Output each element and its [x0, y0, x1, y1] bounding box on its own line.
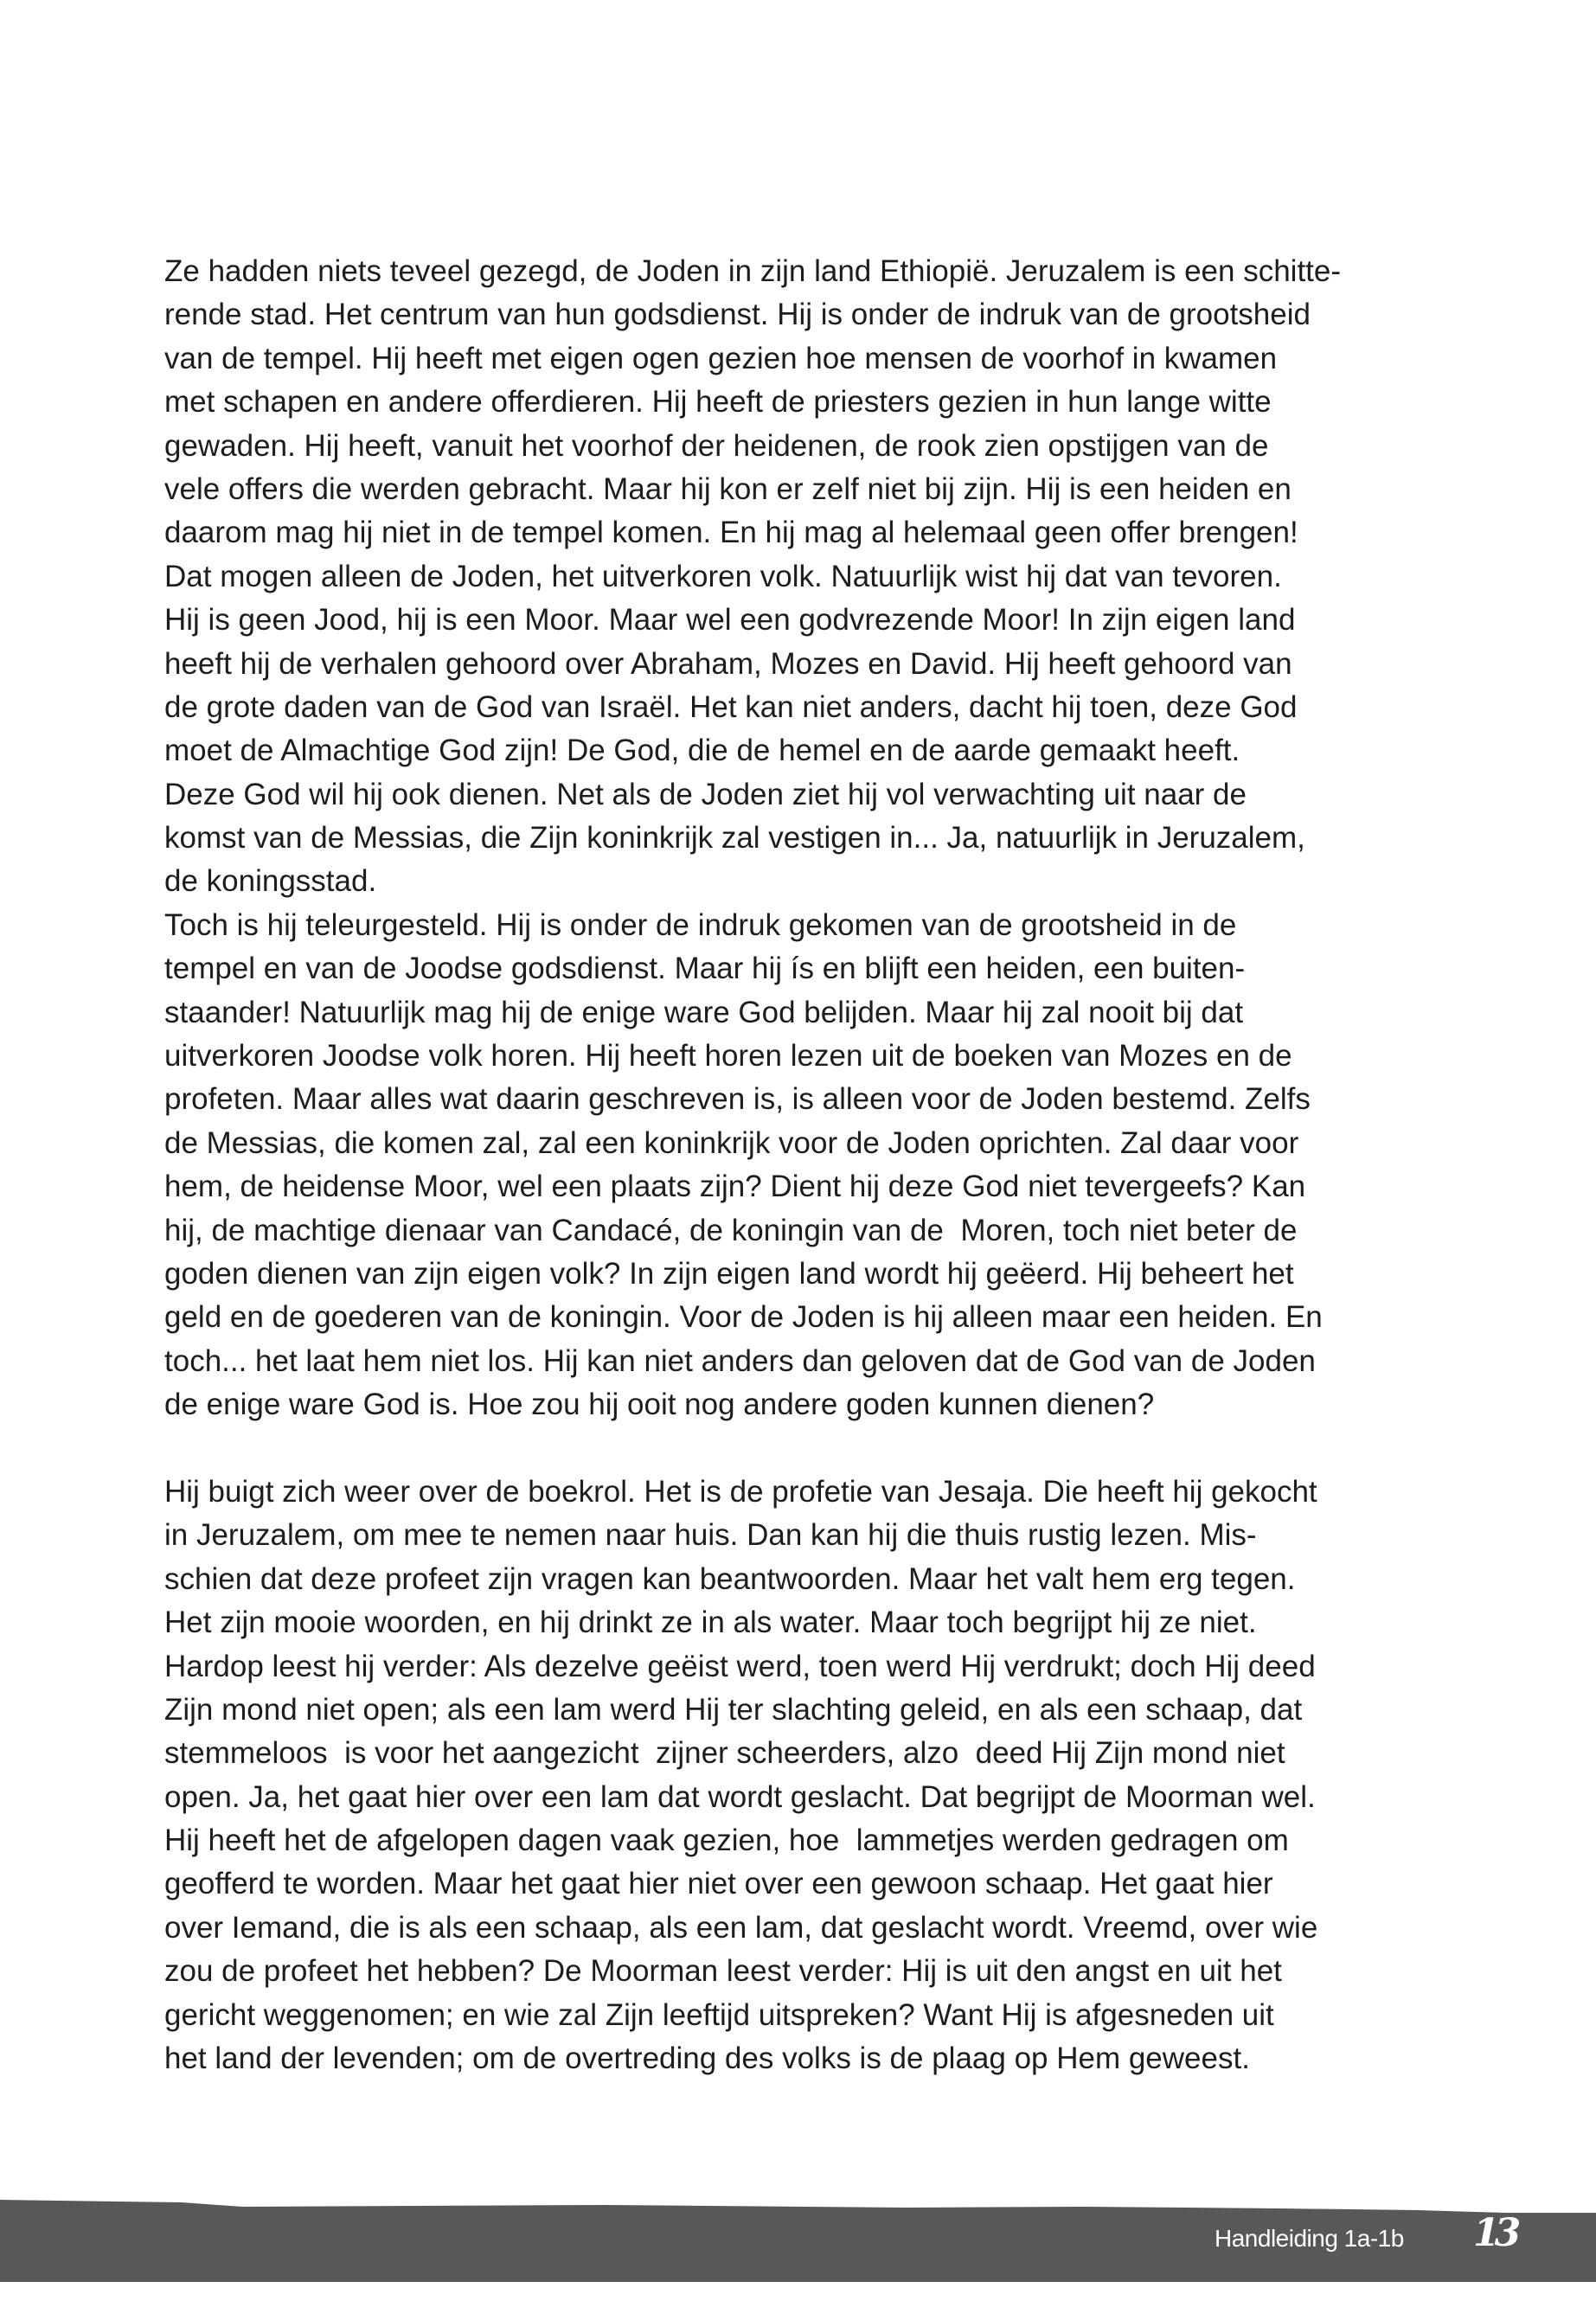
text-line: vele offers die werden gebracht. Maar hij kon er zelf niet bij zijn. Hij is een heiden en — [164, 471, 1292, 506]
paragraph-gap — [164, 1427, 1462, 1471]
text-line: moet de Almachtige God zijn! De God, die de hemel en de aarde gemaakt heeft. — [164, 734, 1240, 768]
text-line: Hij is geen Jood, hij is een Moor. Maar wel een godvrezende Moor! In zijn eigen land — [164, 603, 1296, 638]
text-line: toch... het laat hem niet los. Hij kan niet anders dan geloven dat de God van de Joden — [164, 1343, 1316, 1378]
text-line: hij, de machtige dienaar van Candacé, de koningin van de Moren, toch niet beter de — [164, 1213, 1298, 1247]
text-line: Zijn mond niet open; als een lam werd Hij ter slachting geleid, en als een schaap, dat — [164, 1692, 1303, 1727]
text-line: Ze hadden niets teveel gezegd, de Joden in zijn land Ethiopië. Jeruzalem is een schitte- — [164, 254, 1342, 288]
text-line: gewaden. Hij heeft, vanuit het voorhof der heidenen, de rook zien opstijgen van de — [164, 428, 1269, 463]
footer-title: Handleiding 1a-1b — [1215, 2225, 1404, 2252]
text-line: de grote daden van de God van Israël. Het kan niet anders, dacht hij toen, deze God — [164, 689, 1298, 724]
text-line: de Messias, die komen zal, zal een koninkrijk voor de Joden oprichten. Zal daar voor — [164, 1125, 1299, 1160]
text-line: gericht weggenomen; en wie zal Zijn leeftijd uitspreken? Want Hij is afgesneden uit — [164, 1997, 1274, 2032]
text-line: het land der levenden; om de overtreding des volks is de plaag op Hem geweest. — [164, 2041, 1250, 2076]
text-line: daarom mag hij niet in de tempel komen. En hij mag al helemaal geen offer brengen! — [164, 516, 1298, 550]
text-line: de enige ware God is. Hoe zou hij ooit nog andere goden kunnen dienen? — [164, 1388, 1155, 1422]
text-line: goden dienen van zijn eigen volk? In zijn eigen land wordt hij geëerd. Hij beheert het — [164, 1256, 1294, 1291]
text-line: komst van de Messias, die Zijn koninkrijk zal vestigen in... Ja, natuurlijk in Jeruzalem, — [164, 821, 1305, 856]
text-line: schien dat deze profeet zijn vragen kan beantwoorden. Maar het valt hem erg tegen. — [164, 1561, 1296, 1596]
text-line: Hardop leest hij verder: Als dezelve geëist werd, toen werd Hij verdrukt; doch Hij deed — [164, 1649, 1316, 1683]
text-line: hem, de heidense Moor, wel een plaats zijn? Dient hij deze God niet tevergeefs? Kan — [164, 1170, 1306, 1204]
text-line: geld en de goederen van de koningin. Voor de Joden is hij alleen maar een heiden. En — [164, 1300, 1323, 1335]
body-text — [164, 250, 1462, 2080]
text-line: zou de profeet het hebben? De Moorman leest verder: Hij is uit den angst en uit het — [164, 1954, 1282, 1989]
text-line: Toch is hij teleurgesteld. Hij is onder de indruk gekomen van de grootsheid in de — [164, 907, 1237, 942]
paragraph — [164, 250, 1462, 1427]
text-line: Hij buigt zich weer over de boekrol. Het is de profetie van Jesaja. Die heeft hij gekocht — [164, 1474, 1317, 1509]
text-line: van de tempel. Hij heeft met eigen ogen gezien hoe mensen de voorhof in kwamen — [164, 341, 1278, 375]
text-line: Dat mogen alleen de Joden, het uitverkoren volk. Natuurlijk wist hij dat van tevoren. — [164, 559, 1282, 593]
text-line: geofferd te worden. Maar het gaat hier niet over een gewoon schaap. Het gaat hier — [164, 1867, 1273, 1901]
text-line: in Jeruzalem, om mee te nemen naar huis. Dan kan hij die thuis rustig lezen. Mis- — [164, 1518, 1257, 1553]
text-line: rende stad. Het centrum van hun godsdienst. Hij is onder de indruk van de grootsheid — [164, 298, 1311, 332]
paragraph — [164, 1471, 1462, 2080]
text-line: stemmeloos is voor het aangezicht zijner scheerders, alzo deed Hij Zijn mond niet — [164, 1736, 1285, 1771]
text-line: tempel en van de Joodse godsdienst. Maar hij ís en blijft een heiden, een buiten- — [164, 952, 1246, 986]
text-line: heeft hij de verhalen gehoord over Abraham, Mozes en David. Hij heeft gehoord van — [164, 646, 1292, 681]
text-line: Het zijn mooie woorden, en hij drinkt ze in als water. Maar toch begrijpt hij ze niet. — [164, 1606, 1257, 1640]
text-line: met schapen en andere offerdieren. Hij heeft de priesters gezien in hun lange witte — [164, 385, 1272, 420]
page-number: 13 — [1473, 2211, 1516, 2255]
text-line: Hij heeft het de afgelopen dagen vaak gezien, hoe lammetjes werden gedragen om — [164, 1823, 1289, 1858]
text-line: Deze God wil hij ook dienen. Net als de Joden ziet hij vol verwachting uit naar de — [164, 777, 1247, 811]
text-line: open. Ja, het gaat hier over een lam dat wordt geslacht. Dat begrijpt de Moorman wel. — [164, 1779, 1316, 1814]
text-line: profeten. Maar alles wat daarin geschreven is, is alleen voor de Joden bestemd. Zelfs — [164, 1082, 1311, 1117]
text-line: de koningsstad. — [164, 864, 377, 899]
footer-band — [0, 2163, 1596, 2301]
text-line: uitverkoren Joodse volk horen. Hij heeft horen lezen uit de boeken van Mozes en de — [164, 1039, 1292, 1074]
text-line: staander! Natuurlijk mag hij de enige ware God belijden. Maar hij zal nooit bij dat — [164, 995, 1244, 1029]
text-line: over Iemand, die is als een schaap, als een lam, dat geslacht wordt. Vreemd, over wie — [164, 1910, 1318, 1945]
